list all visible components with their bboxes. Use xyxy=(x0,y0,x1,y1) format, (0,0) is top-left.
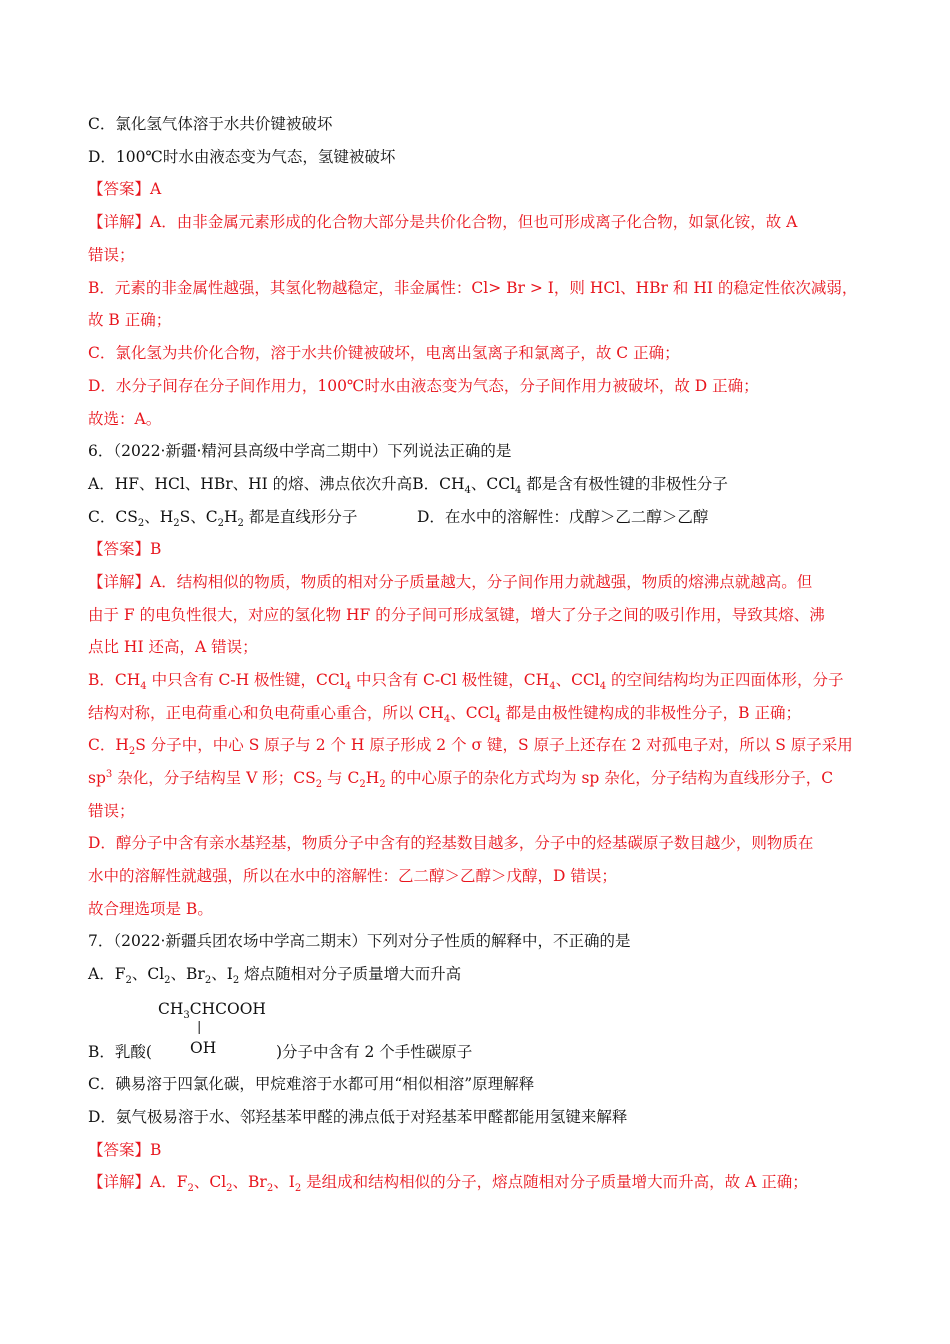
q5-conclusion: 故选：A。 xyxy=(88,410,162,428)
q6-conclusion: 故合理选项是 B。 xyxy=(88,900,213,918)
q5-option-c: C．氯化氢气体溶于水共价键被破坏 xyxy=(88,115,333,133)
q6-answer: 【答案】B xyxy=(88,540,162,558)
q6-option-a: A．HF、HCl、HBr、HI 的熔、沸点依次升高 xyxy=(88,475,413,493)
q7-stem: 7．（2022·新疆兵团农场中学高二期末）下列对分子性质的解释中，不正确的是 xyxy=(88,932,631,950)
q7-option-d: D．氨气极易溶于水、邻羟基苯甲醛的沸点低于对羟基苯甲醛都能用氢键来解释 xyxy=(88,1108,628,1126)
q6-detail-d-line2: 水中的溶解性就越强，所以在水中的溶解性：乙二醇＞乙醇＞戊醇，D 错误； xyxy=(88,867,617,885)
q6-detail-b-line1: B．$CH_4$ 中只含有 C-H 极性键，CCl$_4$ 中只含有 C-Cl 极性键，$CH_4$、CCl$_4$ 的空间结构均为正四面体形，分子 xyxy=(88,671,844,693)
q5-detail-c: C．氯化氢为共价化合物，溶于水共价键被破坏，电离出氢离子和氯离子，故 C 正确； xyxy=(88,344,680,362)
q5-answer: 【答案】A xyxy=(88,180,162,198)
q6-detail-c-line1: C．$H_2S$ 分子中，中心 S 原子与 2 个 H 原子形成 2 个 σ 键，S 原子上还存在 2 对孤电子对，所以 S 原子采用 xyxy=(88,736,853,758)
q6-detail-c-line3: 错误； xyxy=(88,802,135,820)
lactic-acid-oh: OH xyxy=(190,1039,217,1057)
q5-detail-b-line2: 故 B 正确； xyxy=(88,311,172,329)
q7-option-a: A．$F_2$、$Cl_2$、$Br_2$、$I_2$ 熔点随相对分子质量增大而升高 xyxy=(88,965,462,987)
q6-detail-c-line2: $sp^3$ 杂化，分子结构呈 V 形；$CS_2$ 与 $C_2H_2$ 的中心原子的杂化方式均为 sp 杂化，分子结构为直线形分子，C xyxy=(88,768,834,791)
q6-options-ab xyxy=(88,474,728,497)
q6-detail-a-line1: 【详解】A．结构相似的物质，物质的相对分子质量越大，分子间作用力就越强，物质的熔沸点就越高。但 xyxy=(88,573,813,591)
q5-detail-b-line1: B．元素的非金属性越强，其氢化物越稳定，非金属性：Cl> Br > I，则 HCl、HBr 和 HI 的稳定性依次减弱， xyxy=(88,279,858,297)
lactic-acid-formula-top: $CH_3CHCOOH$ xyxy=(158,1000,266,1022)
q7-option-b-suffix: )分子中含有 2 个手性碳原子 xyxy=(276,1043,473,1061)
q7-option-b-prefix: B．乳酸( xyxy=(88,1043,152,1061)
q6-detail-d-line1: D．醇分子中含有亲水基羟基，物质分子中含有的羟基数目越多，分子中的烃基碳原子数目越少，则物质在 xyxy=(88,834,814,852)
q5-detail-d: D．水分子间存在分子间作用力，100℃时水由液态变为气态，分子间作用力被破坏，故 D 正确； xyxy=(88,377,759,395)
q6-option-d: D．在水中的溶解性：戊醇＞乙二醇＞乙醇 xyxy=(417,508,709,526)
q6-detail-a-line2: 由于 F 的电负性很大，对应的氢化物 HF 的分子间可形成氢键，增大了分子之间的吸引作用，导致其熔、沸 xyxy=(88,606,825,624)
q6-stem: 6．（2022·新疆·精河县高级中学高二期中）下列说法正确的是 xyxy=(88,442,512,460)
q6-options-cd xyxy=(88,507,808,530)
q5-option-d: D．100℃时水由液态变为气态，氢键被破坏 xyxy=(88,148,396,166)
q6-option-c: C．$CS_2$、$H_2S$、$C_2H_2$ 都是直线形分子 xyxy=(88,508,358,530)
q7-detail-a: 【详解】A．$F_2$、$Cl_2$、$Br_2$、$I_2$ 是组成和结构相似的分子，熔点随相对分子质量增大而升高，故 A 正确； xyxy=(88,1173,808,1195)
q6-detail-b-line2: 结构对称，正电荷重心和负电荷重心重合，所以 $CH_4$、CCl$_4$ 都是由极性键构成的非极性分子，B 正确； xyxy=(88,704,801,726)
q7-option-c: C．碘易溶于四氯化碳，甲烷难溶于水都可用“相似相溶”原理解释 xyxy=(88,1075,535,1093)
q7-answer: 【答案】B xyxy=(88,1141,162,1159)
q6-option-b: B．$CH_4$、CCl$_4$ 都是含有极性键的非极性分子 xyxy=(412,475,728,497)
lactic-acid-bond: | xyxy=(197,1020,202,1035)
q5-detail-a-line2: 错误； xyxy=(88,246,135,264)
q5-detail-a-line1: 【详解】A．由非金属元素形成的化合物大部分是共价化合物，但也可形成离子化合物，如氯化铵，故 A xyxy=(88,213,798,231)
q6-detail-a-line3: 点比 HI 还高，A 错误； xyxy=(88,638,258,656)
